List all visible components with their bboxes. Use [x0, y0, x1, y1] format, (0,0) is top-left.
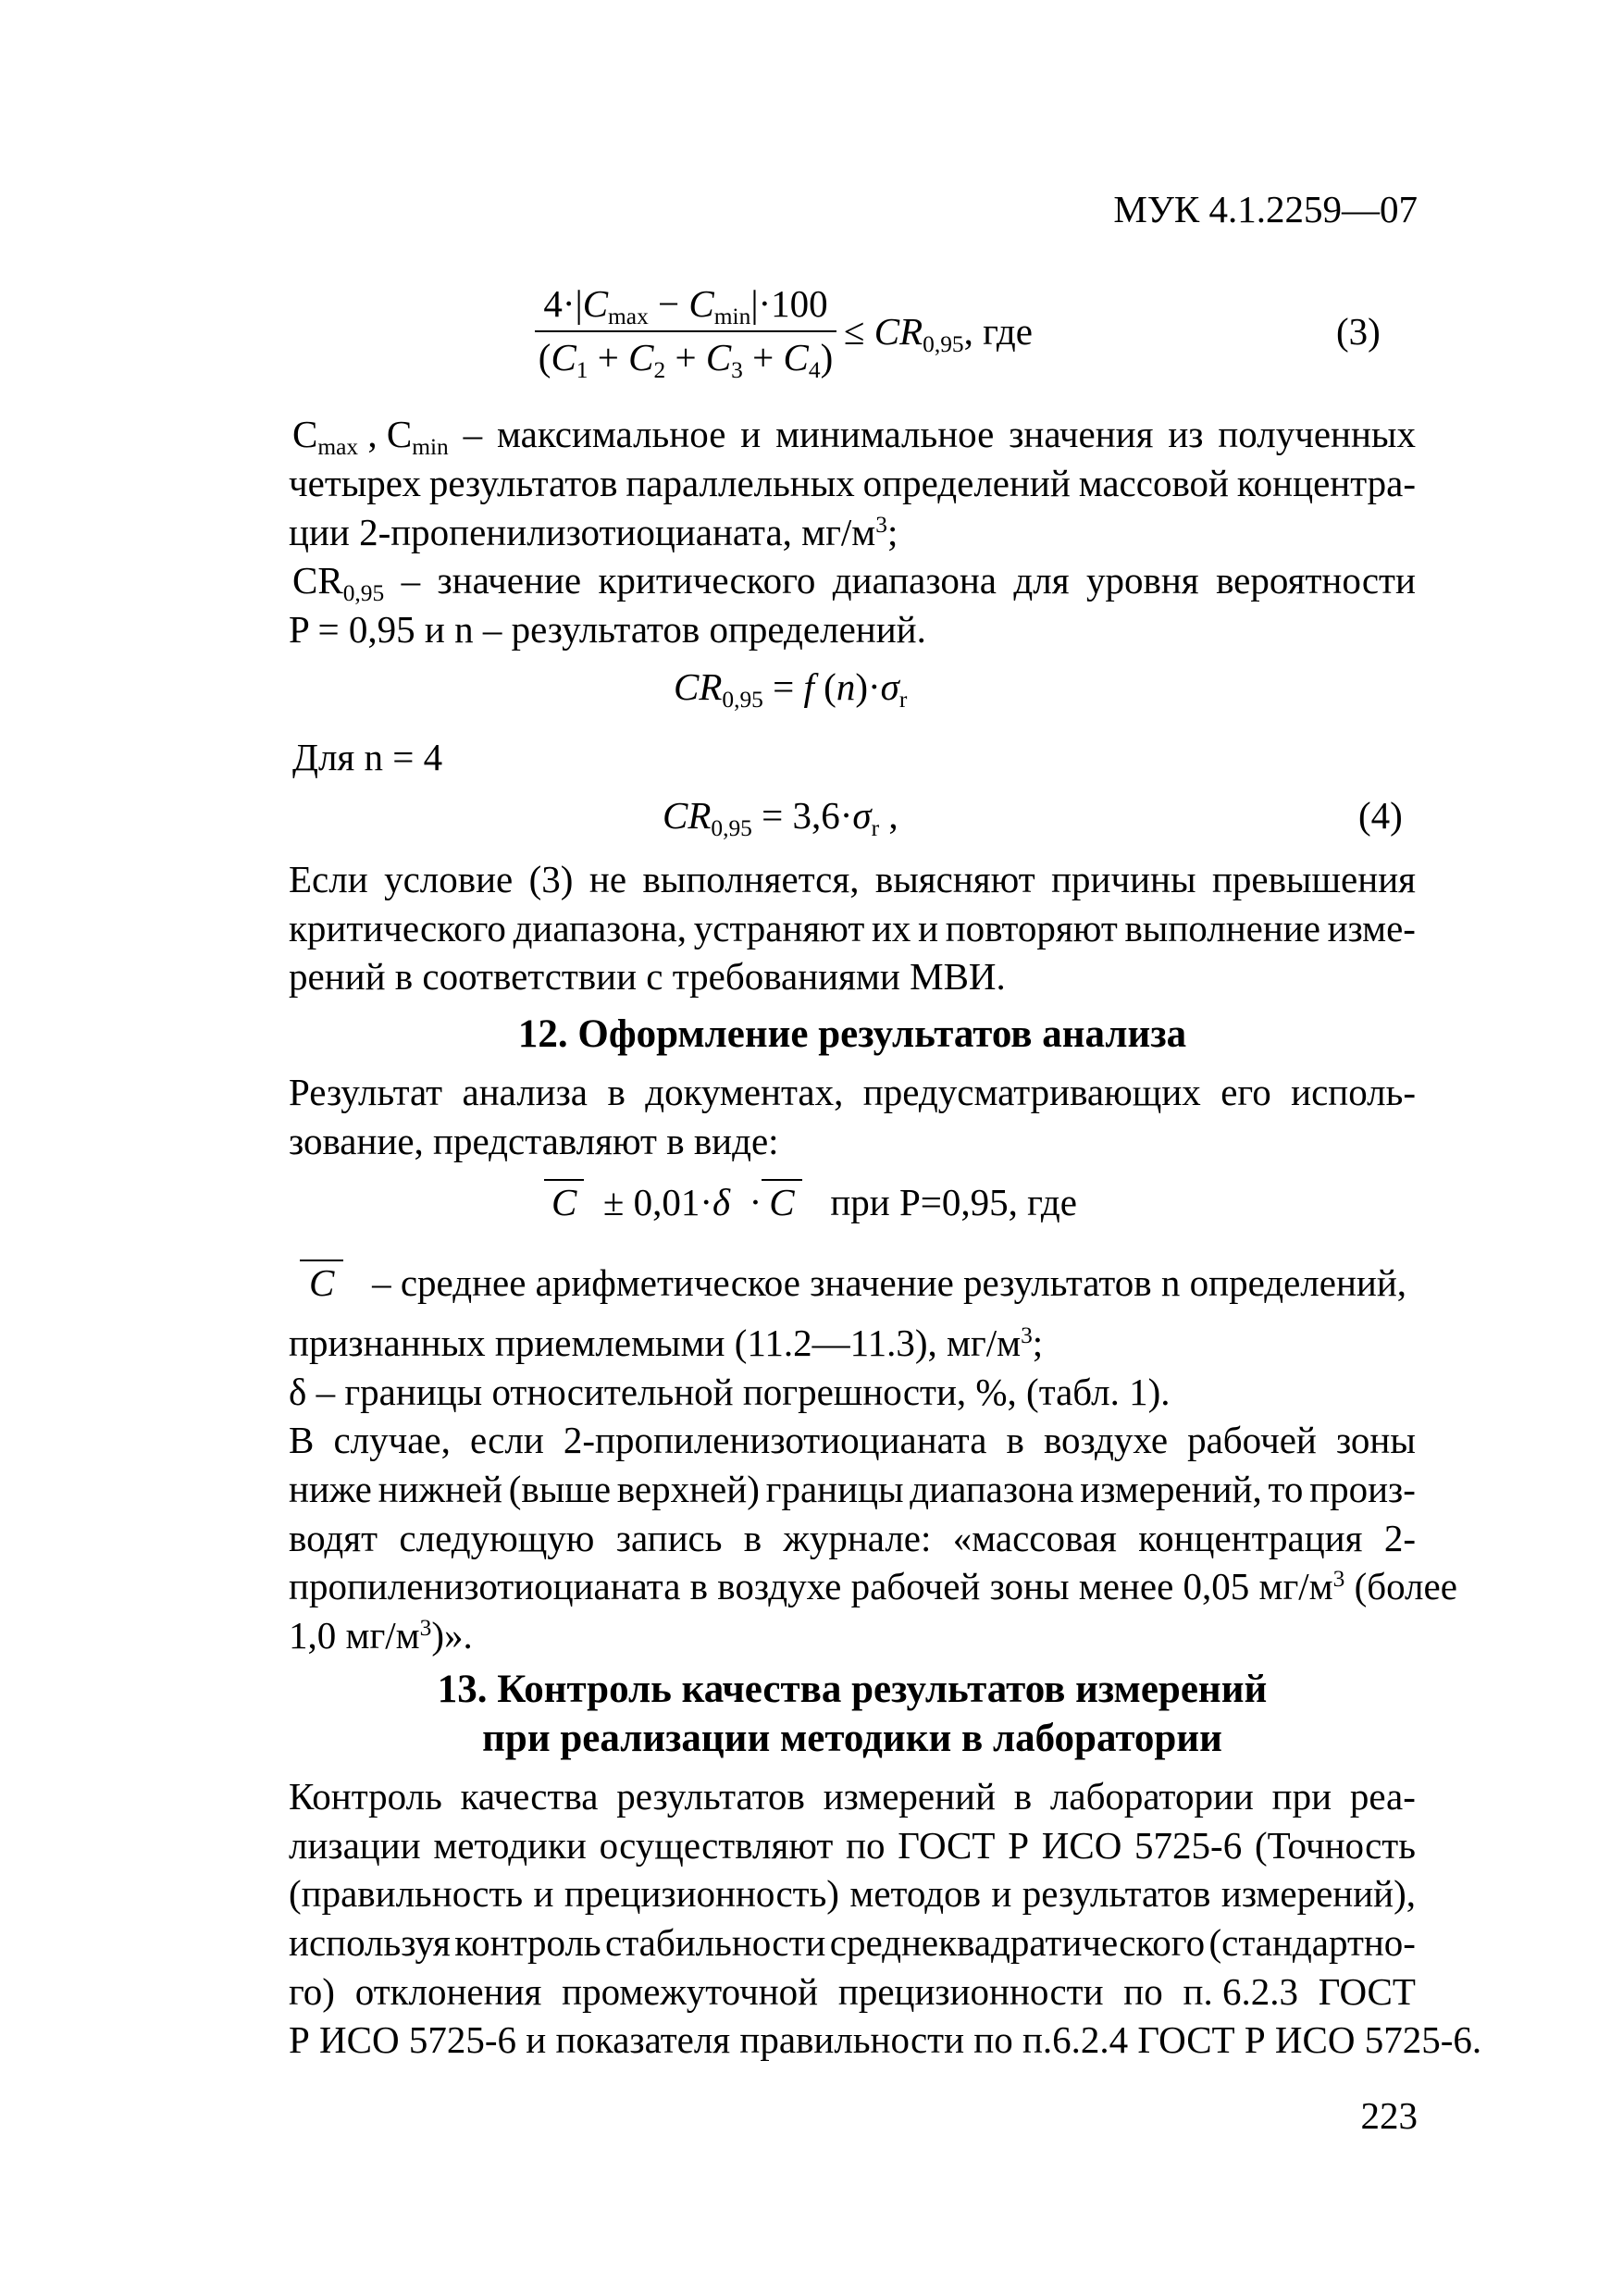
eq3-denominator: $(C_1 + C_2 + C_3 + C_4)$	[538, 336, 834, 384]
delta-def-text: δ – границы относительной погрешности, %, (табл. 1).	[289, 1371, 1171, 1413]
for-n-label: Для n = 4	[292, 736, 443, 778]
s12-p1-line1: Результат анализа в документах, предусматривающих его исполь-	[289, 1071, 1416, 1113]
equation-cr: $CR_{0,95} = f$ $(n)\cdot\sigma_r$	[674, 665, 908, 714]
case-line5: 1,0 $мг/м^3$)».	[289, 1614, 473, 1657]
cr-def-line1: $CR_{0,95}$ – значение критического диапазона для уровня вероятности	[292, 559, 1416, 607]
page-number: 223	[1360, 2094, 1418, 2137]
s13-line1: Контроль качества результатов измерений в лаборатории при реа-	[289, 1775, 1416, 1818]
eq3-rhs: ≤ $CR_{0,95}$, где	[844, 310, 1033, 358]
eq4-number: (4)	[1358, 794, 1403, 837]
fraction-bar	[535, 330, 836, 332]
document-code: МУК 4.1.2259—07	[1113, 188, 1418, 230]
case-line3: водят следующую запись в журнале: «массовая концентрация 2-	[289, 1517, 1416, 1559]
cmax-def-line2: четырех результатов параллельных определений массовой концентра-	[289, 462, 1416, 504]
cmax-def-line3: ции 2-пропенилизотиоцианата, $мг/м^3$;	[289, 511, 898, 553]
if-para-line2: критического диапазона, устраняют их и повторяют выполнение изме-	[289, 907, 1416, 949]
cbar-def-line1: C – среднее арифметическое значение результатов n определений,	[300, 1259, 1416, 1307]
s13-line6: Р ИСО 5725-6 и показателя правильности по п.6.2.4 ГОСТ Р ИСО 5725-6.	[289, 2018, 1482, 2061]
if-para-line1: Если условие (3) не выполняется, выясняют причины превышения	[289, 858, 1416, 900]
s13-line5: го) отклонения промежуточной прецизионности по п. 6.2.3 ГОСТ	[289, 1970, 1416, 2013]
s13-line4: используя контроль стабильности среднеквадратического (стандартно-	[289, 1921, 1416, 1964]
s13-line2: лизации методики осуществляют по ГОСТ Р ИСО 5725-6 (Точность	[289, 1824, 1416, 1867]
s13-line3: (правильность и прецизионность) методов и результатов измерений),	[289, 1872, 1416, 1915]
cbar-def-line2: признанных приемлемыми (11.2—11.3), $мг/м^3$;	[289, 1322, 1044, 1364]
section-13-title-line1: 13. Контроль качества результатов измерений	[437, 1668, 1268, 1711]
equation-3	[535, 279, 1460, 400]
equation-4: $CR_{0,95} = 3,6\cdot\sigma_r$ ,	[663, 794, 898, 842]
s12-p1-line2: зование, представляют в виде:	[289, 1120, 779, 1162]
section-12-title: 12. Оформление результатов анализа	[517, 1012, 1187, 1056]
result-formula: C ± 0,01·δ · C при P=0,95, где	[544, 1178, 1077, 1226]
cmax-def-line1: $C_{max}$ , $C_{min}$ – максимальное и минимальное значения из полученных	[292, 413, 1416, 461]
eq3-numerator: $4\cdot|C_{max} - C_{min}|\cdot 100$	[543, 282, 828, 330]
section-13-title-line2: при реализации методики в лаборатории	[482, 1717, 1222, 1760]
if-para-line3: рений в соответствии с требованиями МВИ.	[289, 955, 1006, 998]
case-line1: В случае, если 2-пропиленизотиоцианата в воздухе рабочей зоны	[289, 1419, 1416, 1461]
case-line2: ниже нижней (выше верхней) границы диапазона измерений, то произ-	[289, 1468, 1416, 1510]
eq3-number: (3)	[1336, 310, 1381, 353]
case-line4: пропиленизотиоцианата в воздухе рабочей зоны менее 0,05 $мг/м^3$ (более	[289, 1565, 1457, 1607]
cr-def-line2: P = 0,95 и n – результатов определений.	[289, 608, 926, 651]
